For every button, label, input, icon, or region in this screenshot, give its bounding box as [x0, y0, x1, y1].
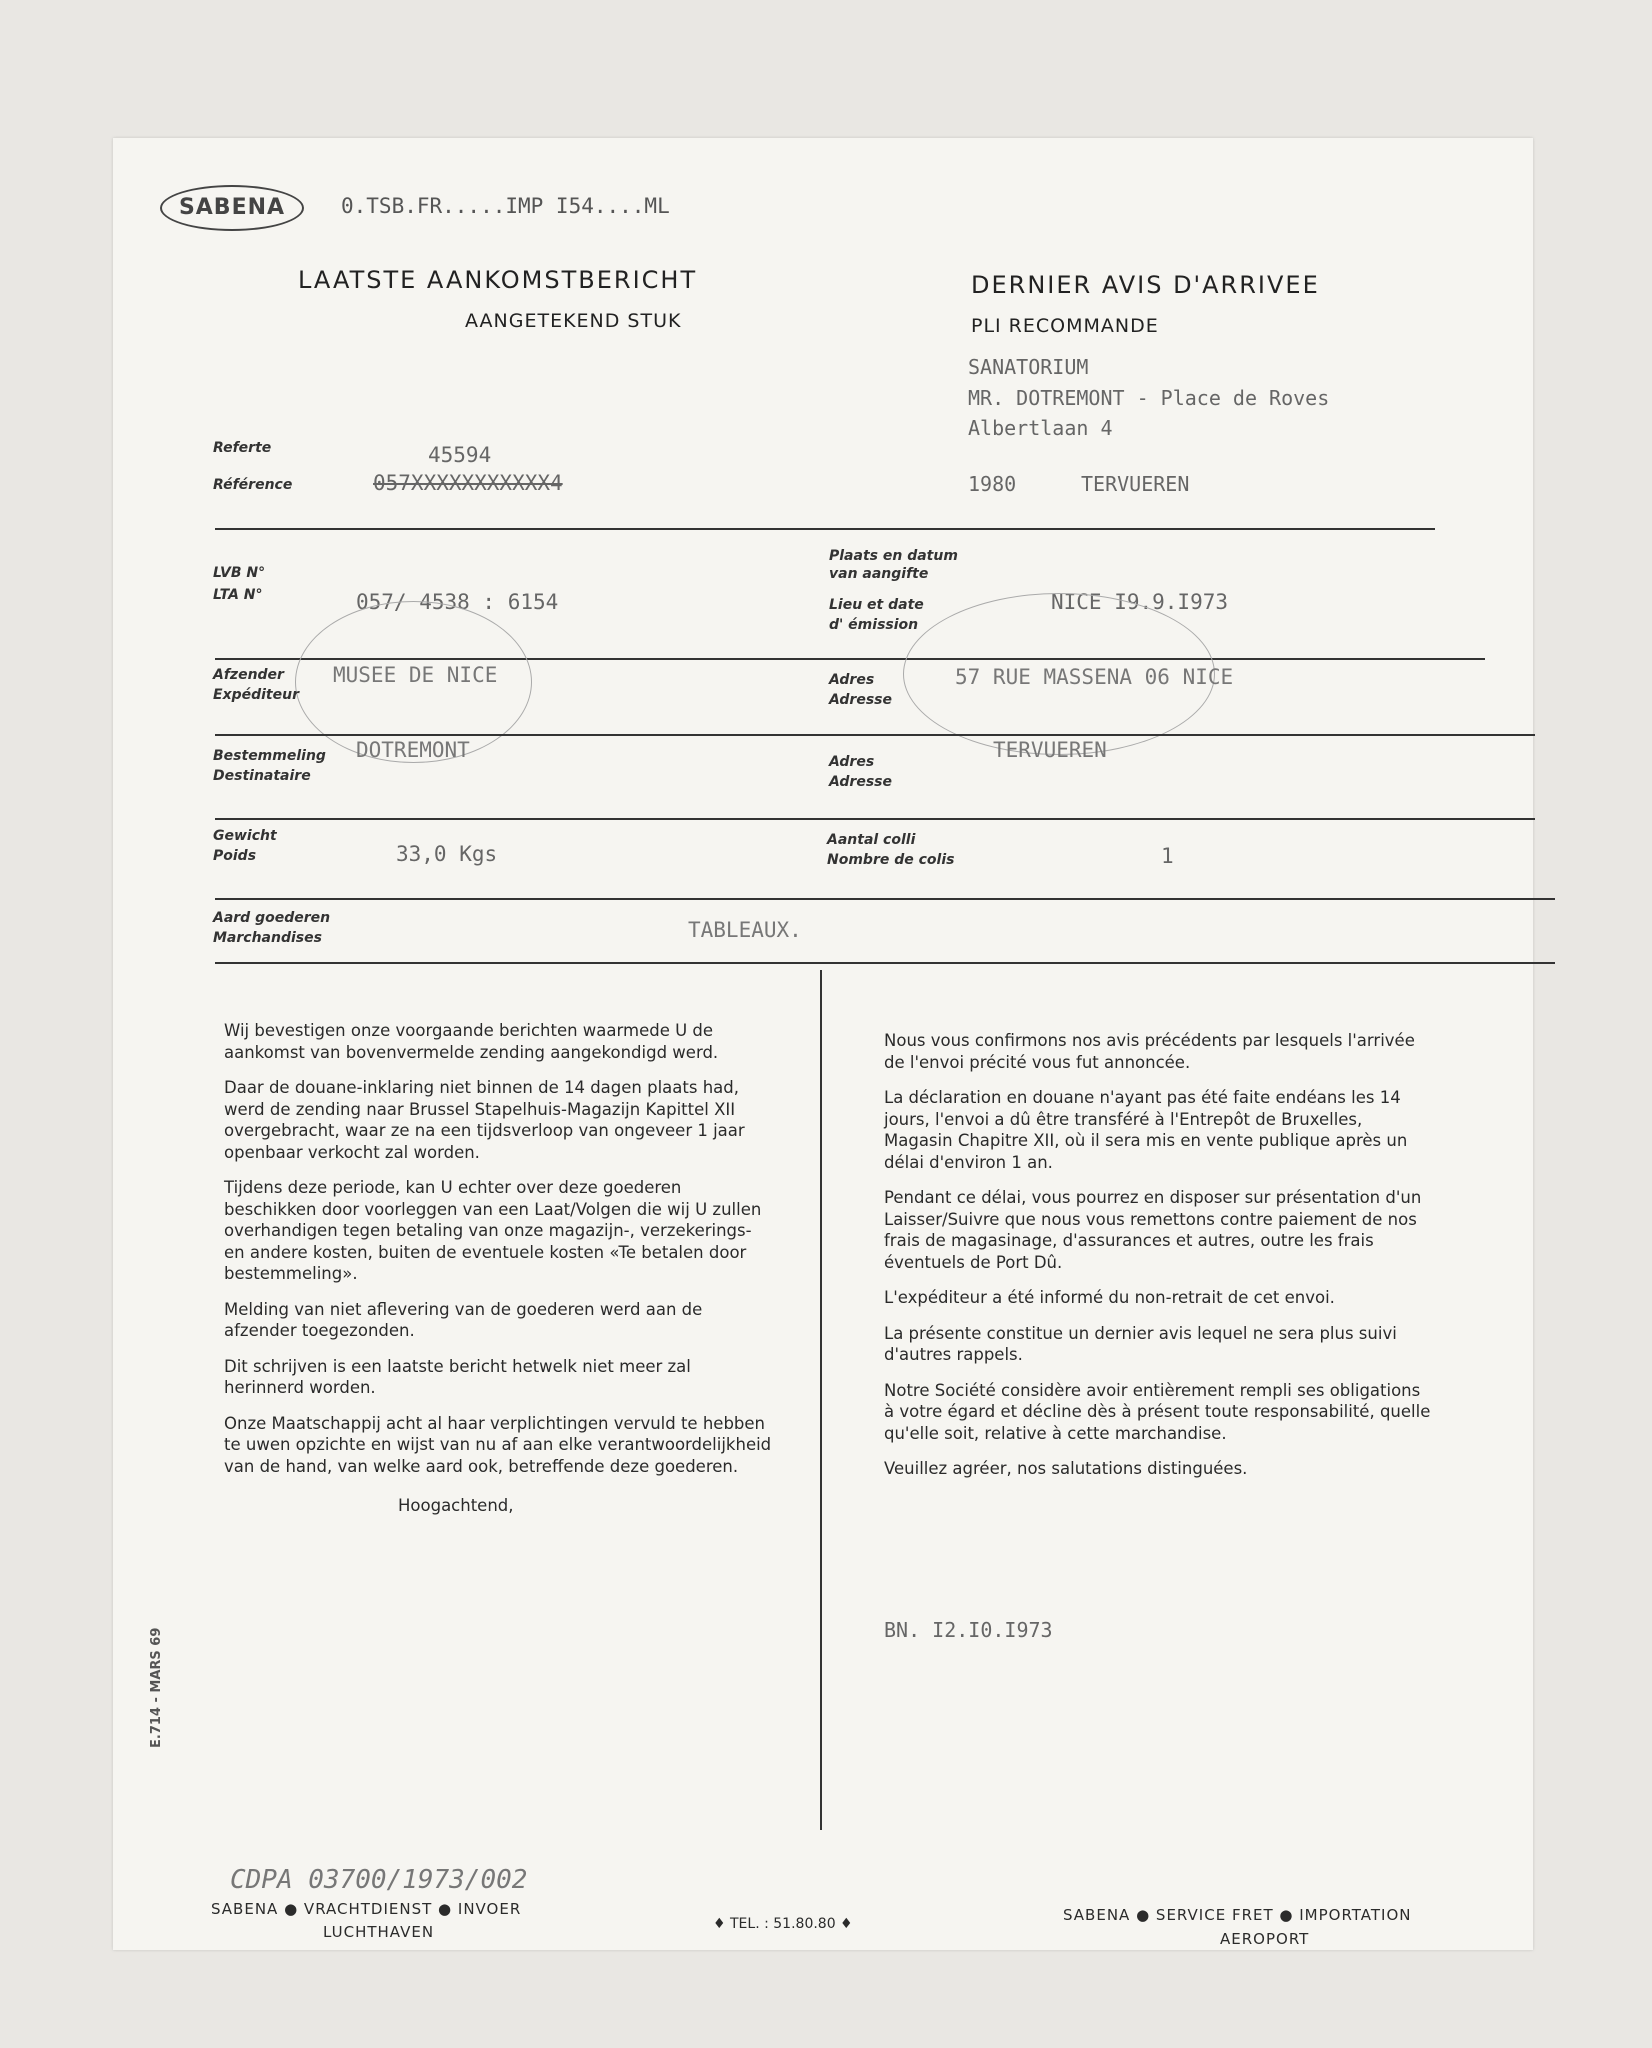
routing-code: 0.TSB.FR.....IMP I54....ML — [341, 194, 670, 218]
archive-number: CDPA 03700/1973/002 — [230, 1865, 528, 1895]
paragraph-fr-6: Notre Société considère avoir entièrement rempli ses obligations à votre égard et décline dès à présent toute responsabilité, quelle qu'elle soit, relative à cette marchandise. — [884, 1380, 1431, 1443]
colli-label-fr: Nombre de colis — [827, 852, 955, 868]
place-date-value: NICE I9.9.I973 — [1051, 590, 1229, 614]
weight-label-fr: Poids — [213, 848, 257, 864]
subtitle-french: PLI RECOMMANDE — [971, 315, 1159, 337]
colli-value: 1 — [1161, 844, 1174, 868]
address-postcode: 1980 — [968, 472, 1017, 496]
place-label-nl-2: van aangifte — [829, 566, 929, 582]
place-label-fr-2: d' émission — [829, 617, 919, 633]
sender-address-value: 57 RUE MASSENA 06 NICE — [955, 665, 1234, 689]
address-line-2: MR. DOTREMONT - Place de Roves — [968, 386, 1330, 410]
reference-label-nl: Referte — [213, 440, 272, 456]
footer-telephone: ♦ TEL. : 51.80.80 ♦ — [713, 1916, 853, 1932]
title-dutch: LAATSTE AANKOMSTBERICHT — [298, 266, 698, 294]
sabena-logo-stamp: SABENA — [160, 185, 304, 231]
paragraph-fr-4: L'expéditeur a été informé du non-retrait de cet envoi. — [884, 1288, 1335, 1307]
destinee-address-label-nl: Adres — [829, 754, 875, 770]
document-page — [113, 138, 1533, 1950]
address-line-1: SANATORIUM — [968, 355, 1089, 379]
lvb-label-nl: LVB N° — [213, 565, 266, 581]
divider-6 — [215, 962, 1555, 964]
goods-label-fr: Marchandises — [213, 930, 322, 946]
paragraph-nl-4: Melding van niet aflevering van de goederen werd aan de afzender toegezonden. — [224, 1299, 703, 1340]
title-french: DERNIER AVIS D'ARRIVEE — [971, 271, 1320, 299]
goods-label-nl: Aard goederen — [213, 910, 331, 926]
closing-dutch: Hoogachtend, — [398, 1496, 514, 1515]
paragraph-fr-7: Veuillez agréer, nos salutations distinguées. — [884, 1459, 1248, 1478]
paragraph-fr-5: La présente constitue un dernier avis lequel ne sera plus suivi d'autres rappels. — [884, 1323, 1397, 1364]
sender-label-nl: Afzender — [213, 667, 284, 683]
footer-right-line-2: AEROPORT — [1220, 1930, 1310, 1948]
sender-address-label-fr: Adresse — [829, 692, 892, 708]
sender-value: MUSEE DE NICE — [333, 663, 498, 687]
lvb-value: 057/ 4538 : 6154 — [356, 590, 559, 614]
sender-label-fr: Expéditeur — [213, 687, 299, 703]
divider-4 — [215, 818, 1535, 820]
reference-struck-value: 057XXXXXXXXXXX4 — [373, 471, 563, 495]
divider-1 — [215, 528, 1435, 530]
column-divider — [820, 970, 822, 1830]
destinee-value: DOTREMONT — [356, 738, 470, 762]
paragraph-fr-3: Pendant ce délai, vous pourrez en disposer sur présentation d'un Laisser/Suivre que nous vous remettons contre paiement de nos frais de magasinage, d'assurances et autres, outre les frais éventuels de Port Dû. — [884, 1188, 1422, 1272]
weight-label-nl: Gewicht — [213, 828, 277, 844]
destinee-address-value: TERVUEREN — [993, 738, 1107, 762]
reference-value: 45594 — [428, 443, 492, 467]
paragraph-nl-5: Dit schrijven is een laatste bericht hetwelk niet meer zal herinnerd worden. — [224, 1356, 691, 1397]
reference-label-fr: Référence — [213, 477, 293, 493]
paragraph-nl-1: Wij bevestigen onze voorgaande berichten waarmede U de aankomst van bovenvermelde zending aangekondigd werd. — [224, 1021, 719, 1062]
place-label-fr-1: Lieu et date — [829, 597, 924, 613]
goods-value: TABLEAUX. — [688, 918, 802, 942]
subtitle-dutch: AANGETEKEND STUK — [465, 310, 682, 332]
paragraph-nl-2: Daar de douane-inklaring niet binnen de 14 dagen plaats had, werd de zending naar Brussel Stapelhuis-Magazijn Kapittel XII overgebracht, waar ze na een tijdsverloop van ongeveer 1 jaar openbaar verkocht zal worden. — [224, 1078, 745, 1162]
lvb-label-fr: LTA N° — [213, 587, 263, 603]
paragraph-fr-2: La déclaration en douane n'ayant pas été faite endéans les 14 jours, l'envoi a dû être transféré à l'Entrepôt de Bruxelles, Magasin Chapitre XII, où il sera mis en vente publique après un délai d'environ 1 an. — [884, 1088, 1408, 1172]
divider-3 — [215, 734, 1535, 736]
footer-right-line-1: SABENA ● SERVICE FRET ● IMPORTATION — [1063, 1906, 1412, 1924]
form-code: E.714 - MARS 69 — [149, 1627, 164, 1748]
destinee-label-nl: Bestemmeling — [213, 748, 326, 764]
body-dutch — [224, 1020, 772, 1531]
body-french — [884, 1030, 1434, 1494]
colli-label-nl: Aantal colli — [827, 832, 916, 848]
sender-address-label-nl: Adres — [829, 672, 875, 688]
place-label-nl-1: Plaats en datum — [829, 548, 958, 564]
footer-left-line-1: SABENA ● VRACHTDIENST ● INVOER — [211, 1900, 522, 1918]
paragraph-nl-3: Tijdens deze periode, kan U echter over deze goederen beschikken door voorleggen van een Laat/Volgen die wij U zullen overhandigen tegen betaling van onze magazijn-, verzekerings- en andere kosten, buiten de eventuele kosten «Te betalen door bestemmeling». — [224, 1178, 762, 1283]
paragraph-nl-6: Onze Maatschappij acht al haar verplichtingen vervuld te hebben te uwen opzichte en wijst van nu af aan elke verantwoordelijkheid van de hand, van welke aard ook, betreffende deze goederen. — [224, 1413, 772, 1476]
signature-french: BN. I2.I0.I973 — [884, 1618, 1053, 1642]
footer-left-line-2: LUCHTHAVEN — [323, 1923, 435, 1941]
destinee-label-fr: Destinataire — [213, 768, 311, 784]
divider-5 — [215, 898, 1555, 900]
paragraph-fr-1: Nous vous confirmons nos avis précédents par lesquels l'arrivée de l'envoi précité vous fut annoncée. — [884, 1031, 1415, 1072]
address-city: TERVUEREN — [1081, 472, 1190, 496]
address-line-3: Albertlaan 4 — [968, 416, 1113, 440]
destinee-address-label-fr: Adresse — [829, 774, 892, 790]
weight-value: 33,0 Kgs — [396, 842, 498, 866]
